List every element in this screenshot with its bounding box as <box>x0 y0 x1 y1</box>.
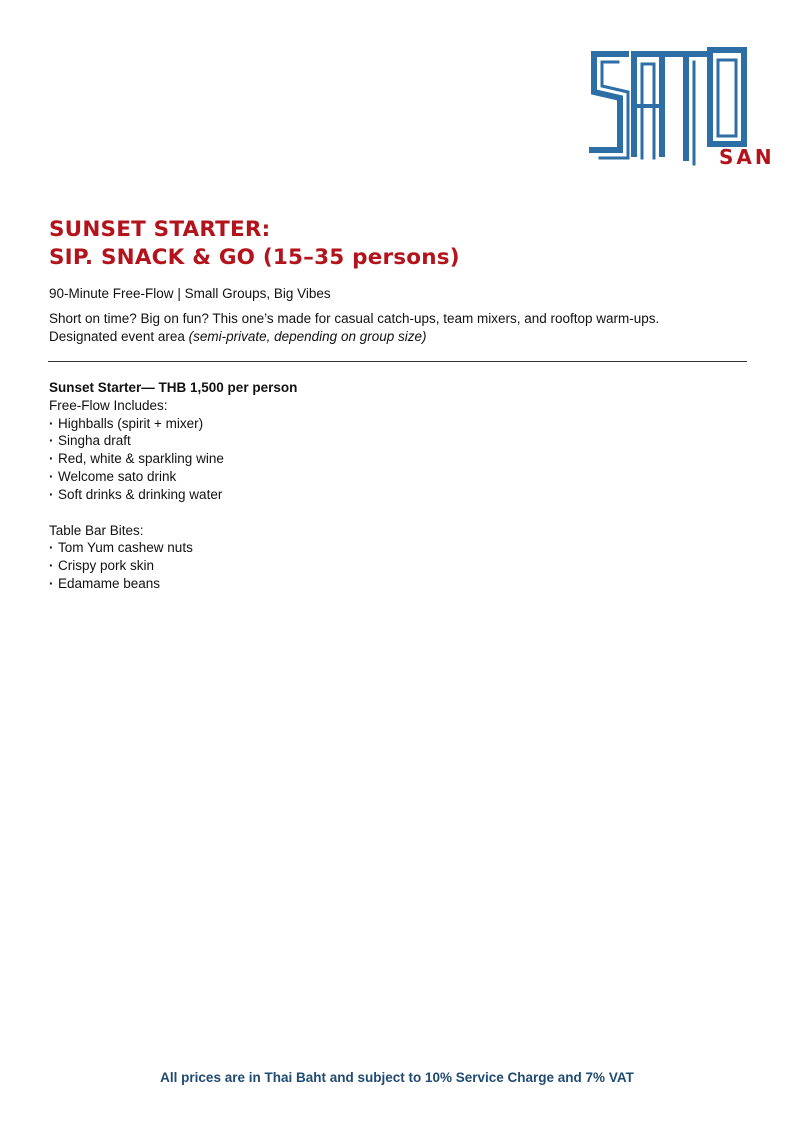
title-line-2: SIP. SNACK & GO (15–35 persons) <box>49 245 460 270</box>
sato-san-logo <box>588 40 775 170</box>
list-item: · Singha draft <box>49 432 297 450</box>
bar-bites-heading: Table Bar Bites: <box>49 522 144 538</box>
list-item: · Edamame beans <box>49 575 297 593</box>
package-section <box>49 379 297 593</box>
subtitle-separator: | <box>177 286 181 301</box>
intro-description: Short on time? Big on fun? This one’s made for casual catch-ups, team mixers, and rooftop warm-ups. <box>49 311 660 326</box>
list-item: · Red, white & sparkling wine <box>49 450 297 468</box>
list-item: · Highballs (spirit + mixer) <box>49 415 297 433</box>
divider <box>48 361 747 362</box>
list-item: · Welcome sato drink <box>49 468 297 486</box>
event-area-note: (semi-private, depending on group size) <box>188 329 427 344</box>
logo-graphic <box>588 40 775 170</box>
logo-subtext: SAN <box>719 145 775 169</box>
event-area-label: Designated event area <box>49 329 189 344</box>
free-flow-list <box>49 415 297 504</box>
list-item: · Tom Yum cashew nuts <box>49 539 297 557</box>
subtitle <box>49 285 331 303</box>
intro-section <box>49 310 659 346</box>
page-title <box>49 216 460 272</box>
title-line-1: SUNSET STARTER: <box>49 217 271 242</box>
package-title: Sunset Starter— THB 1,500 per person <box>49 380 298 395</box>
tagline: Small Groups, Big Vibes <box>184 286 331 301</box>
free-flow-heading: Free-Flow Includes: <box>49 397 168 413</box>
duration-label: 90-Minute Free-Flow <box>49 286 174 301</box>
price-note-footer: All prices are in Thai Baht and subject to 10% Service Charge and 7% VAT <box>160 1070 634 1085</box>
list-item: · Crispy pork skin <box>49 557 297 575</box>
bar-bites-list <box>49 539 297 592</box>
list-item: · Soft drinks & drinking water <box>49 486 297 504</box>
event-area <box>49 328 659 346</box>
